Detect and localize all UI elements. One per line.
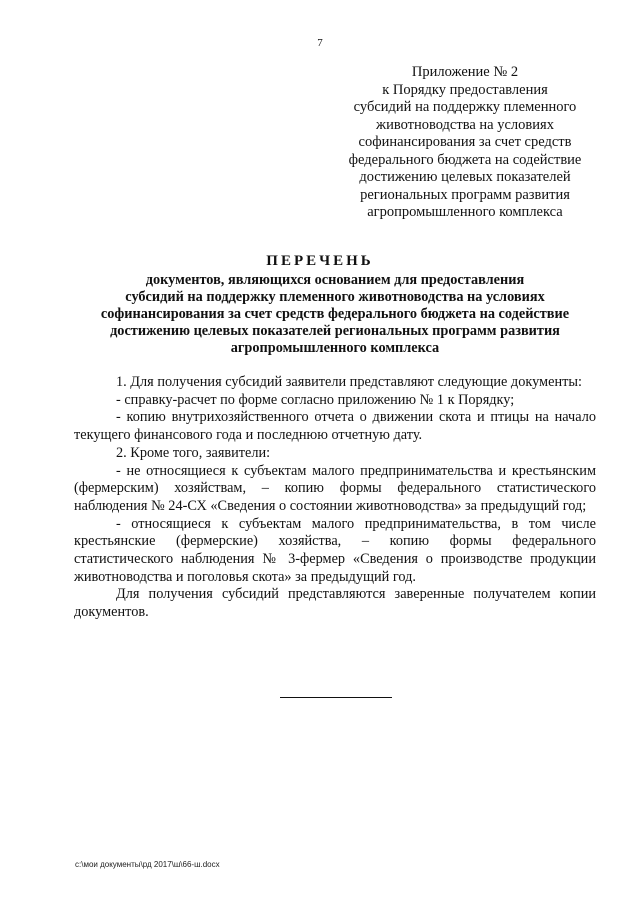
appendix-line: Приложение № 2 [411, 64, 519, 80]
subtitle-line: субсидий на поддержку племенного животноводства на условиях [125, 289, 545, 305]
page-number: 7 [317, 37, 323, 49]
document-title: ПЕРЕЧЕНЬ [266, 253, 374, 269]
subtitle-line: софинансирования за счет средств федерального бюджета на содействие [100, 306, 570, 322]
appendix-line: агропромышленного комплекса [367, 204, 563, 220]
list-item-otchet: - копию внутрихозяйственного отчета о движении скота и птицы на начало текущего финансового года и последнюю отчетную дату. [74, 409, 596, 444]
appendix-line: к Порядку предоставления [382, 81, 548, 98]
appendix-line: достижению целевых показателей [359, 169, 571, 185]
subtitle-line: достижению целевых показателей региональных программ развития [110, 323, 560, 339]
paragraph-2: 2. Кроме того, заявители: [116, 444, 271, 461]
appendix-line: животноводства на условиях [376, 116, 554, 133]
appendix-block [330, 64, 600, 222]
paragraph-3: Для получения субсидий представляются заверенные получателем копии документов. [74, 586, 596, 621]
list-item-spravka: - справку-расчет по форме согласно приложению № 1 к Порядку; [116, 391, 515, 408]
appendix-line: софинансирования за счет средств [358, 134, 572, 150]
subtitle-line: агропромышленного комплекса [230, 340, 440, 356]
document-body [74, 374, 596, 622]
appendix-line: региональных программ развития [360, 186, 570, 203]
footer-file-path: c:\мои документы\рд 2017\ш\66-ш.docx [75, 860, 220, 869]
paragraph-1: 1. Для получения субсидий заявители представляют следующие документы: [116, 374, 582, 390]
appendix-line: федерального бюджета на содействие [348, 151, 582, 168]
end-separator-line [280, 697, 392, 698]
list-item-3-fermer: - относящиеся к субъектам малого предпринимательства, в том числе крестьянские (фермерские) хозяйства, – копию формы федерального статистического наблюдения № 3-фермер «Сведения о производстве продукции животноводства и поголовья скота» за предыдущий год. [74, 515, 596, 585]
subtitle-line: документов, являющихся основанием для предоставления [145, 272, 525, 288]
document-subtitle [70, 272, 600, 357]
appendix-line: субсидий на поддержку племенного [353, 99, 577, 115]
list-item-24-sh: - не относящиеся к субъектам малого предпринимательства и крестьянским (фермерским) хозяйствам, – копию формы федерального статистического наблюдения № 24-СХ «Сведения о состоянии животноводства» за предыдущий год; [74, 462, 596, 514]
